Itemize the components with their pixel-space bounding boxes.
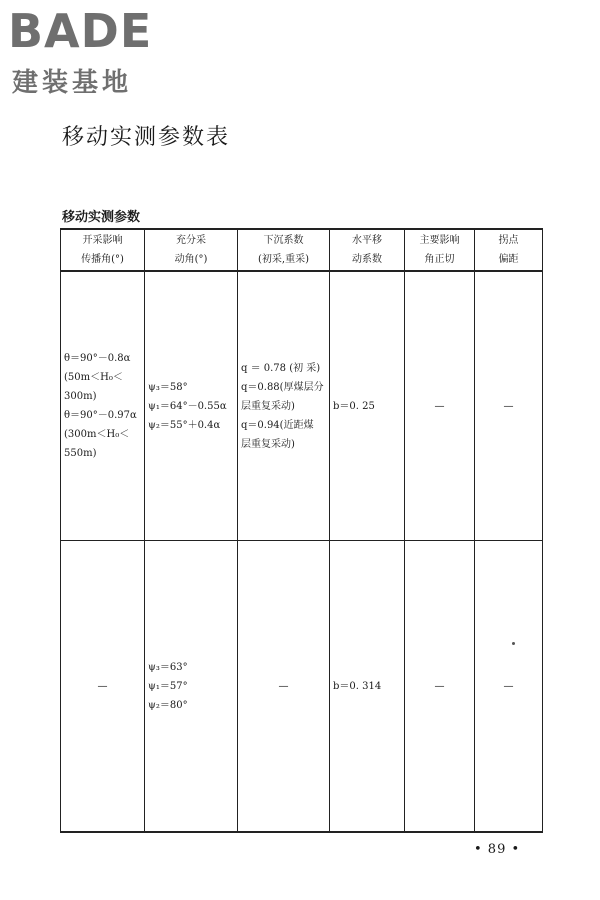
table-row (61, 541, 543, 833)
table-cell: ψ₃＝63° ψ₁＝57° ψ₂＝80° (145, 541, 238, 833)
parameter-table (60, 228, 543, 833)
page-number: • 89 • (474, 842, 521, 857)
table-cell: — (405, 541, 475, 833)
table-cell: — (61, 541, 145, 833)
logo (8, 6, 178, 96)
logo-sub-text: 建装基地 (12, 68, 133, 98)
table-row (61, 271, 543, 541)
table-caption: 移动实测参数 (62, 210, 141, 225)
table-cell: b＝0. 314 (330, 541, 405, 833)
header-full-mining-angle: 充分采 动角(°) (145, 229, 238, 271)
table-header-row (61, 229, 543, 271)
header-inflection-offset: 拐点 偏距 (475, 229, 543, 271)
table-cell: q ＝ 0.78 (初 采) q＝0.88(厚煤层分 层重复采动) q＝0.94(近距煤 层重复采动) (238, 271, 330, 541)
table-cell: ψ₃＝58° ψ₁＝64°－0.55α ψ₂＝55°＋0.4α (145, 271, 238, 541)
header-main-influence-tangent: 主要影响 角正切 (405, 229, 475, 271)
logo-main-text: BADE (8, 4, 153, 58)
table-cell: — (475, 541, 543, 833)
header-propagation-angle: 开采影响 传播角(°) (61, 229, 145, 271)
header-horizontal-movement: 水平移 动系数 (330, 229, 405, 271)
table-cell: — (405, 271, 475, 541)
table-cell: — (238, 541, 330, 833)
page-title: 移动实测参数表 (62, 125, 231, 150)
header-subsidence-coefficient: 下沉系数 (初采,重采) (238, 229, 330, 271)
table-cell: — (475, 271, 543, 541)
print-speck (512, 642, 515, 645)
table-cell: θ＝90°－0.8α (50m＜H₀＜ 300m) θ＝90°－0.97α (300m＜H₀＜ 550m) (61, 271, 145, 541)
table-cell: b＝0. 25 (330, 271, 405, 541)
